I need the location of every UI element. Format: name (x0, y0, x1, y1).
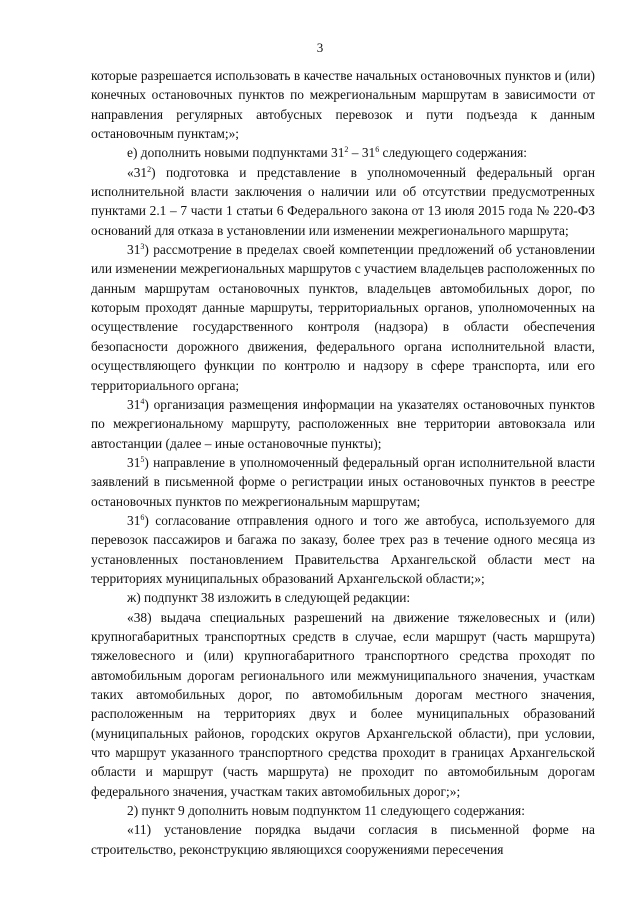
paragraph-text: – 31 (348, 145, 376, 161)
paragraph-text: 31 (127, 242, 141, 258)
paragraph-text: следующего содержания: (379, 145, 528, 161)
paragraph (91, 163, 595, 240)
paragraph-text: ) направление в уполномоченный федеральный орган исполнительной власти заявлений в письменной форме о регистрации иных остановочных пунктов в реестре остановочных пунктов по межрегиональным маршрутам; (91, 454, 595, 509)
paragraph-text: которые разрешается использовать в качестве начальных остановочных пунктов и (или) конечных остановочных пунктов по межрегиональным маршрутам в зависимости от направления регулярных автобусных перевозок и пути подъезда к данным остановочным пунктам;»; (91, 68, 595, 142)
superscript: 4 (140, 396, 145, 406)
paragraph-text: ) подготовка и представление в уполномоченный федеральный орган исполнительной власти заключения о наличии или об отсутствии предусмотренных пунктами 2.1 – 7 части 1 статьи 6 Федерального закона от 13 июля 2015 года № 220-ФЗ оснований для отказа в установлении или изменении межрегионального маршрута; (91, 164, 595, 238)
paragraph-text: 31 (127, 396, 141, 412)
paragraph-text: 31 (127, 512, 141, 528)
paragraph-text: 2) пункт 9 дополнить новым подпунктом 11 следующего содержания: (127, 803, 525, 819)
superscript: 6 (140, 512, 145, 522)
paragraph-text: ) организация размещения информации на указателях остановочных пунктов по межрегиональному маршруту, расположенных вне территории автовокзала или автостанции (далее – иные остановочные пункты); (91, 396, 595, 451)
paragraph (91, 588, 595, 607)
paragraph (91, 240, 595, 395)
superscript: 5 (140, 454, 145, 464)
page-number: 3 (316, 40, 324, 55)
paragraph (91, 453, 595, 511)
paragraph (91, 143, 595, 162)
paragraph-text: «31 (127, 164, 148, 180)
paragraph (91, 801, 595, 820)
paragraph (91, 511, 595, 588)
paragraph-text: ) рассмотрение в пределах своей компетенции предложений об установлении или изменении межрегиональных маршрутов с участием владельцев расположенных по данным маршрутам остановочных пунктов, владельцев автомобильных дорог, по которым проходят данные маршруты, территориальных органов, уполномоченных на осуществление государственного контроля (надзора) в области обеспечения безопасности дорожного движения, федерального органа исполнительной власти, осуществляющего функции по контролю и надзору в сфере транспорта, или его территориального органа; (91, 242, 595, 393)
superscript: 6 (375, 145, 380, 155)
paragraph-text: 31 (127, 454, 141, 470)
superscript: 2 (344, 145, 349, 155)
paragraph (91, 395, 595, 453)
paragraph-text: «11) установление порядка выдачи согласия в письменной форме на строительство, реконструкцию являющихся сооружениями пересечения (91, 822, 595, 857)
superscript: 2 (147, 164, 152, 174)
paragraph (91, 608, 595, 801)
paragraph-text: ) согласование отправления одного и того же автобуса, используемого для перевозок пассажиров и багажа по заказу, более трех раз в течение одного месяца из установленных постановлением Правительства Архангельской области мест на территориях муниципальных образований Архангельской области;»; (91, 512, 595, 586)
superscript: 3 (140, 242, 145, 252)
paragraph-text: ж) подпункт 38 изложить в следующей редакции: (127, 590, 411, 606)
paragraph (91, 820, 595, 859)
paragraph-text: «38) выдача специальных разрешений на движение тяжеловесных и (или) крупногабаритных транспортных средств в случае, если маршрут (часть маршрута) тяжеловесного и (или) крупногабаритного транспортного средства проходят по автомобильным дорогам регионального или межмуниципального значения, участкам таких автомобильных дорог, по автомобильным дорогам местного значения, расположенным на территориях двух и более муниципальных образований (муниципальных районов, городских округов Архангельской области), при условии, что маршрут указанного транспортного средства проходит в границах Архангельской области и маршрут (часть маршрута) не проходит по автомобильным дорогам федерального значения, участкам таких автомобильных дорог;»; (91, 609, 595, 799)
paragraph (91, 66, 595, 143)
document-body (91, 66, 595, 859)
paragraph-text: е) дополнить новыми подпунктами 31 (127, 145, 345, 161)
